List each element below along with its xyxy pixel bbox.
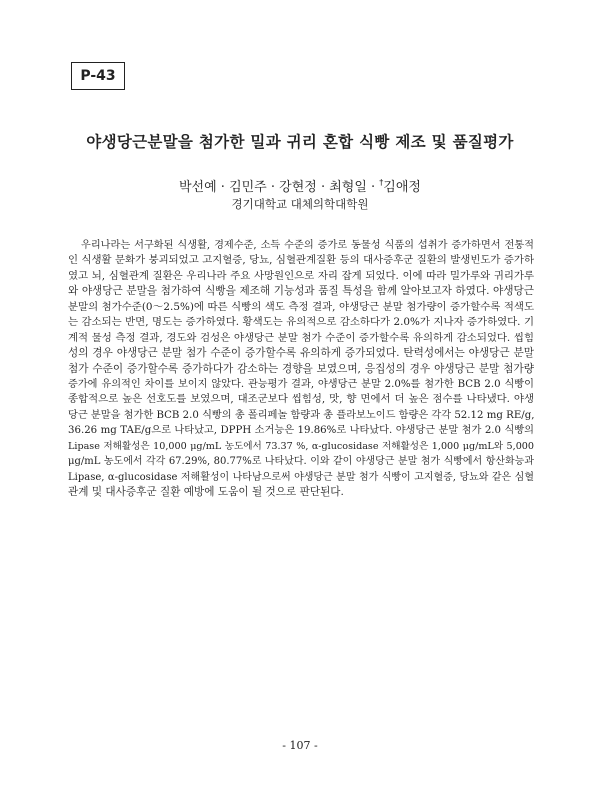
abstract-line: Lipase 저해활성은 10,000 μg/mL 농도에서 73.37 %, α-glucosidase 저해활성은 1,000 μg/mL와 5,000 xyxy=(68,440,534,452)
abstract-line: 종합적으로 높은 선호도를 보였으며, 대조군보다 씹힘성, 맛, 향 면에서 더 높은 점수를 나타냈다. 야생 xyxy=(68,393,534,406)
paper-title: 야생당근분말을 첨가한 밀과 귀리 혼합 식빵 제조 및 품질평가 xyxy=(86,133,514,151)
page-number: - 107 - xyxy=(282,739,318,752)
abstract-line: 분말의 첨가수준(0～2.5%)에 따른 식빵의 색도 측정 결과, 야생당근 분말 첨가량이 증가할수록 적색도 xyxy=(68,300,534,313)
abstract-line: 증가에 유의적인 차이를 보이지 않았다. 관능평가 결과, 야생당근 분말 2.0%를 첨가한 BCB 2.0 식빵이 xyxy=(68,378,534,390)
abstract-line: 였고 뇌, 심혈관계 질환은 우리나라 주요 사망원인으로 자리 잡게 되었다. 이에 따라 밀가루와 귀리가루 xyxy=(68,269,534,282)
affiliation: 경기대학교 대체의학대학원 xyxy=(231,197,369,211)
corresponding-author: 김애정 xyxy=(383,180,421,195)
author-list xyxy=(0,176,600,195)
corresponding-mark: † xyxy=(379,178,384,187)
abstract-line: 인 식생활 문화가 붕괴되었고 고지혈증, 당뇨, 심혈관계질환 등의 대사증후군 질환의 발생빈도가 증가하 xyxy=(68,254,534,267)
abstract-line: 계적 물성 측정 결과, 경도와 검성은 야생당근 분말 첨가 수준이 증가할수록 유의하게 감소되었다. 씹힘 xyxy=(68,331,534,344)
author-names: 박선예 · 김민주 · 강현정 · 최형일 · xyxy=(179,180,380,195)
abstract-line: 는 감소되는 반면, 명도는 증가하였다. 황색도는 유의적으로 감소하다가 2.0%가 지나자 증가하였다. 기 xyxy=(68,316,534,329)
abstract-line: 첨가 수준이 증가할수록 증가하다가 감소하는 경향을 보였으며, 응집성의 경우 야생당근 분말 첨가량 xyxy=(68,362,534,375)
abstract-line: 우리나라는 서구화된 식생활, 경제수준, 소득 수준의 증가로 동물성 식품의 섭취가 증가하면서 전통적 xyxy=(81,240,534,251)
abstract-line: Lipase, α-glucosidase 저해활성이 나타남으로써 야생당근 분말 첨가 식빵이 고지혈증, 당뇨와 같은 심혈 xyxy=(68,471,534,483)
abstract-line: 당근 분말을 첨가한 BCB 2.0 식빵의 총 폴리페놀 함량과 총 플라보노이드 함량은 각각 52.12 mg RE/g, xyxy=(68,409,534,421)
abstract-line: 36.26 mg TAE/g으로 나타났고, DPPH 소거능은 19.86%로 나타났다. 야생당근 분말 첨가 2.0 식빵의 xyxy=(68,425,534,437)
abstract-line: 관계 및 대사증후군 질환 예방에 도움이 될 것으로 판단된다. xyxy=(68,486,344,498)
abstract-line: 와 야생당근 분말을 첨가하여 식빵을 제조해 기능성과 품질 특성을 함께 알아보고자 하였다. 야생당근 xyxy=(68,285,534,298)
abstract-line: 성의 경우 야생당근 분말 첨가 수준이 증가할수록 유의하게 증가되었다. 탄력성에서는 야생당근 분말 xyxy=(68,347,534,360)
poster-code-label: P-43 xyxy=(71,62,125,90)
abstract-line: μg/mL 농도에서 각각 67.29%, 80.77%로 나타났다. 이와 같이 야생당근 분말 첨가 식빵에서 항산화능과 xyxy=(68,456,534,468)
abstract-body xyxy=(68,238,534,500)
